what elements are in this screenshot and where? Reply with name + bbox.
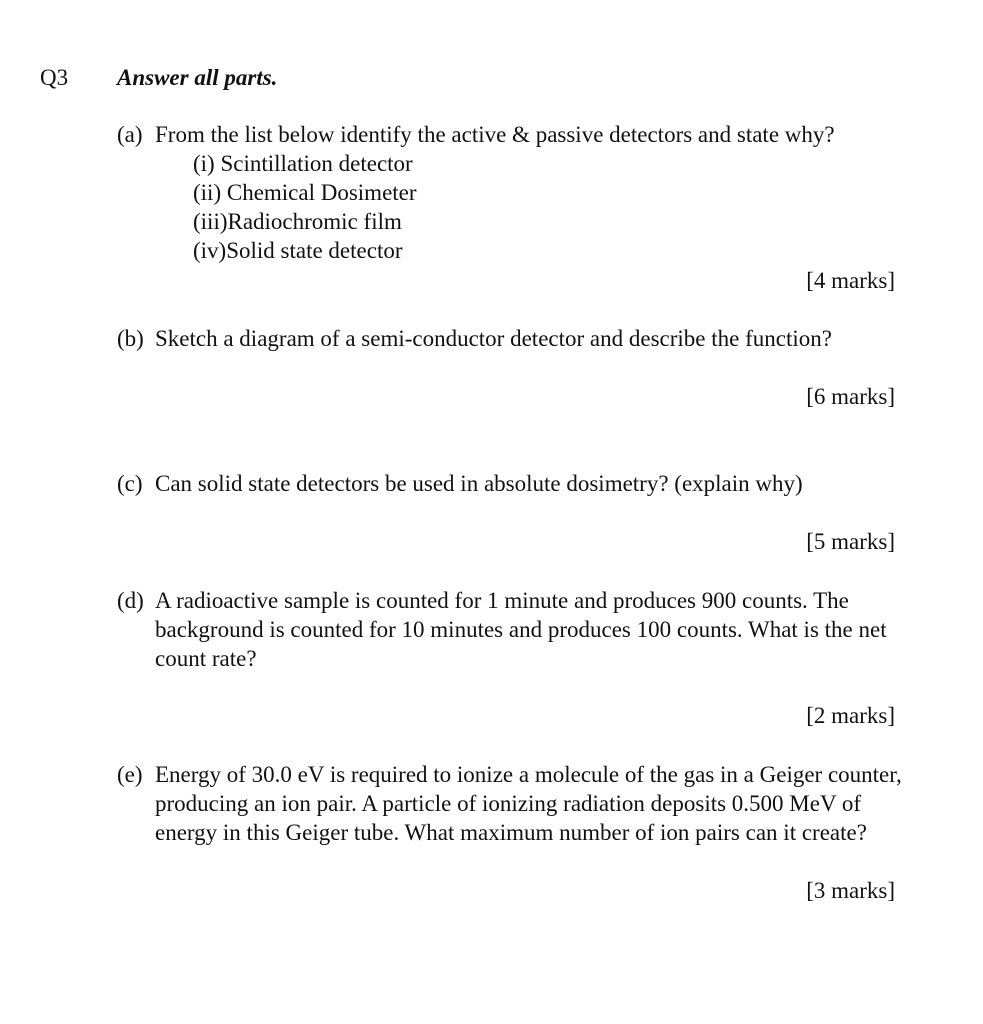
question-instruction: Answer all parts. [117, 65, 278, 90]
question-number: Q3 [40, 65, 69, 90]
list-item: (iii)Radiochromic film [193, 209, 402, 234]
part-c-text: Can solid state detectors be used in absolute dosimetry? (explain why) [155, 471, 803, 496]
part-d-line: A radioactive sample is counted for 1 minute and produces 900 counts. The [155, 588, 849, 613]
part-e-line: Energy of 30.0 eV is required to ionize a molecule of the gas in a Geiger counter, [155, 762, 902, 787]
part-b-marks: [6 marks] [806, 384, 895, 409]
part-d-label: (d) [117, 588, 144, 613]
part-a-marks: [4 marks] [806, 268, 895, 293]
part-b-text: Sketch a diagram of a semi-conductor detector and describe the function? [155, 326, 832, 351]
part-e-text [155, 760, 983, 847]
part-a-item-list [193, 149, 417, 265]
part-c-marks: [5 marks] [806, 529, 895, 554]
part-e-marks: [3 marks] [806, 878, 895, 903]
part-c-label: (c) [117, 471, 143, 496]
part-d-line: count rate? [155, 646, 257, 671]
part-e-line: energy in this Geiger tube. What maximum number of ion pairs can it create? [155, 820, 867, 845]
part-d-line: background is counted for 10 minutes and produces 100 counts. What is the net [155, 617, 887, 642]
list-item: (ii) Chemical Dosimeter [193, 180, 417, 205]
part-e-line: producing an ion pair. A particle of ionizing radiation deposits 0.500 MeV of [155, 791, 862, 816]
part-d-marks: [2 marks] [806, 703, 895, 728]
part-b-label: (b) [117, 326, 144, 351]
part-d-text [155, 586, 983, 673]
part-a-label: (a) [117, 122, 143, 147]
part-e-label: (e) [117, 762, 143, 787]
part-a-text: From the list below identify the active & passive detectors and state why? [155, 122, 835, 147]
list-item: (i) Scintillation detector [193, 151, 413, 176]
list-item: (iv)Solid state detector [193, 238, 403, 263]
